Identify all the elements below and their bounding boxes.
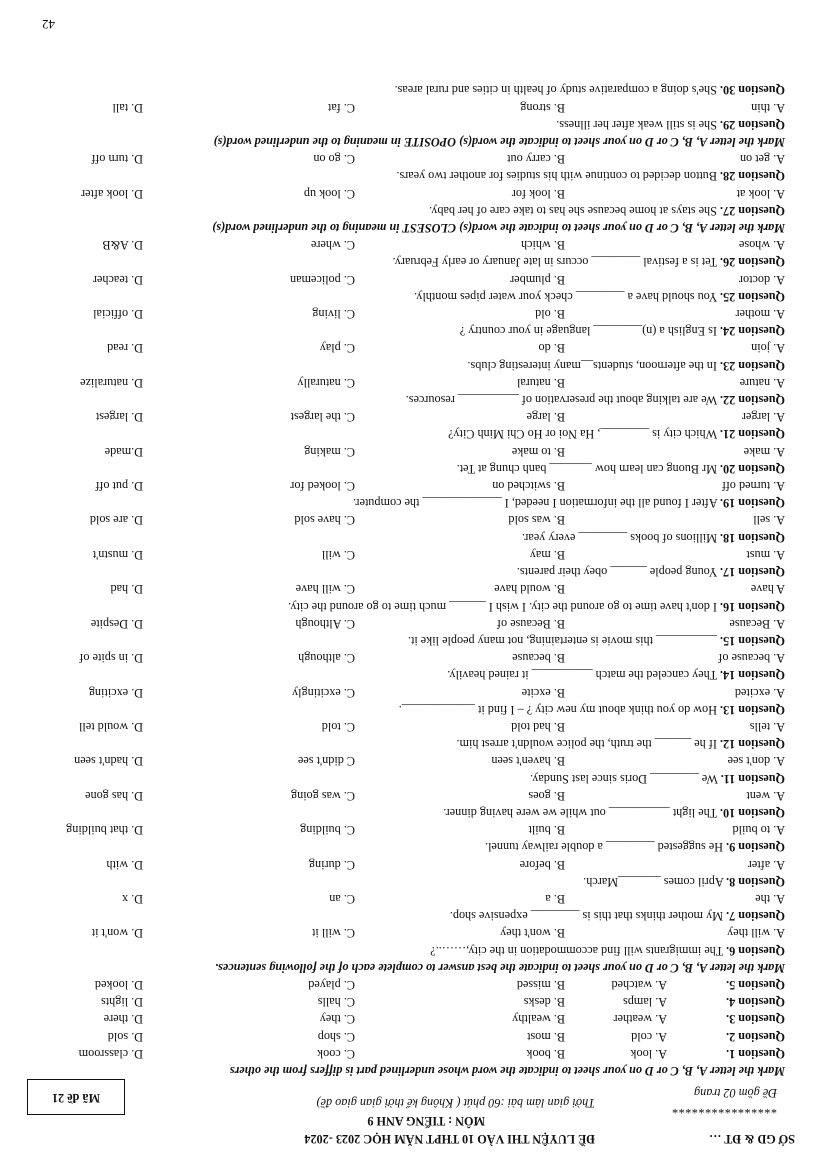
answer-options xyxy=(25,546,785,563)
question-number: Question 20. xyxy=(719,461,785,476)
answer-option-c[interactable]: C. will xyxy=(321,547,355,562)
answer-option-a[interactable]: A. will they xyxy=(727,926,785,941)
answer-option-a[interactable]: A. larger xyxy=(741,410,785,425)
answer-options xyxy=(25,1027,785,1044)
question-stem xyxy=(25,288,785,305)
question-text: He suggested ________ a double railway tunnel. xyxy=(485,840,724,855)
answer-options xyxy=(25,98,785,115)
department-name: SỞ GD & ĐT … xyxy=(709,1132,795,1146)
answer-option-b[interactable]: B. goes xyxy=(528,788,565,803)
answer-option-c[interactable]: C. halls xyxy=(317,995,355,1010)
answer-option-d[interactable]: D. official xyxy=(93,307,143,322)
question-number: Question 22. xyxy=(719,393,785,408)
answer-option-a[interactable]: A. don't see xyxy=(727,754,785,769)
answer-options xyxy=(25,270,785,287)
question-text: They canceled the match __________ it rained heavily. xyxy=(447,668,718,683)
question-stem xyxy=(25,81,785,98)
answer-option-c[interactable]: C. the largest xyxy=(290,410,355,425)
question-stem xyxy=(25,632,785,649)
answer-option-a[interactable]: A. mother xyxy=(735,307,785,322)
answer-option-d[interactable]: D.made xyxy=(104,444,143,459)
question-stem xyxy=(25,804,785,821)
answer-option-a[interactable]: A. doctor xyxy=(738,272,785,287)
answer-option-b[interactable]: B. Because of xyxy=(496,616,565,631)
answer-option-d[interactable]: D. classroom xyxy=(78,1046,143,1061)
answer-option-c[interactable]: C. will it xyxy=(311,926,355,941)
answer-option-d[interactable]: D. read xyxy=(107,341,143,356)
question-stem xyxy=(25,838,785,855)
answer-option-c[interactable]: C. excitingly xyxy=(292,685,355,700)
answer-options xyxy=(25,890,785,907)
question-stem xyxy=(25,873,785,890)
answer-option-c[interactable]: C. living xyxy=(312,307,355,322)
answer-option-c[interactable]: C. where xyxy=(311,238,355,253)
question-stem xyxy=(25,202,785,219)
exam-code-box xyxy=(27,1079,125,1115)
answer-option-d[interactable]: D. exciting xyxy=(88,685,143,700)
answer-option-d[interactable]: D. has gone xyxy=(85,788,143,803)
answer-option-b[interactable]: B. missed xyxy=(516,977,565,992)
answer-option-a[interactable]: A. after xyxy=(747,857,785,872)
answer-option-b[interactable]: B. strong xyxy=(520,100,565,115)
answer-options xyxy=(25,236,785,253)
page-count-note: Đề gồm 02 trang xyxy=(694,1086,777,1100)
answer-options xyxy=(25,442,785,459)
question-stem xyxy=(25,494,785,511)
answer-options xyxy=(25,615,785,632)
question-text: The immigrants will find accommodation in the city,……..? xyxy=(430,943,724,958)
question-stem xyxy=(25,701,785,718)
question-text: Button decided to continue with his studies for another two years. xyxy=(396,169,717,184)
answer-option-a[interactable]: A. weather xyxy=(613,1012,667,1027)
question-number: Question 4. xyxy=(726,995,785,1010)
question-stem xyxy=(25,769,785,786)
answer-option-a[interactable]: A. tells xyxy=(749,719,785,734)
answer-option-d[interactable]: D. with xyxy=(106,857,143,872)
question-text: The light __________ out while we were having dinner. xyxy=(443,805,718,820)
answer-option-d[interactable]: D. in spite of xyxy=(79,651,143,666)
question-number: Question 13. xyxy=(719,702,785,717)
answer-option-a[interactable]: A. Because xyxy=(729,616,785,631)
answer-option-b[interactable]: B. switched on xyxy=(492,479,565,494)
question-number: Question 23. xyxy=(719,358,785,373)
answer-option-c[interactable]: C. during xyxy=(308,857,355,872)
answer-option-b[interactable]: B. won't they xyxy=(500,926,565,941)
question-number: Question 15. xyxy=(719,633,785,648)
question-stem xyxy=(25,529,785,546)
answer-option-c[interactable]: C. played xyxy=(308,977,355,992)
answer-options xyxy=(25,339,785,356)
answer-option-b[interactable]: B. which xyxy=(520,238,565,253)
question-number: Question 30. xyxy=(719,83,785,98)
answer-option-c[interactable]: C. an xyxy=(329,891,355,906)
question-stem xyxy=(25,356,785,373)
question-number: Question 1. xyxy=(726,1046,785,1061)
answer-option-b[interactable]: B. natural xyxy=(516,375,565,390)
answer-option-a[interactable]: A. lamps xyxy=(622,995,667,1010)
answer-option-a[interactable]: A. sell xyxy=(753,513,785,528)
section-instruction: Mark the letter A, B, C or D on your sheet to indicate the word(s) CLOSEST in meaning to the underlined word(s) xyxy=(212,221,785,236)
answer-option-c[interactable]: C. told xyxy=(321,719,355,734)
answer-option-b[interactable]: B. a xyxy=(545,891,565,906)
answer-option-d[interactable]: D. mustn't xyxy=(92,547,143,562)
answer-option-d[interactable]: D. put off xyxy=(95,479,143,494)
question-number: Question 9. xyxy=(726,840,785,855)
answer-option-a[interactable]: A. cold xyxy=(631,1029,667,1044)
question-number: Question 21. xyxy=(719,427,785,442)
answer-option-c[interactable]: C. will have xyxy=(295,582,355,597)
question-number: Question 27. xyxy=(719,203,785,218)
question-text: After I found all the information I needed, I _____________ the computer. xyxy=(353,496,718,511)
question-number: Question 3. xyxy=(726,1012,785,1027)
answer-option-b[interactable]: B. most xyxy=(527,1029,565,1044)
question-text: Which city is ________, Ha Noi or Ho Chi Minh City? xyxy=(448,427,718,442)
answer-option-a[interactable]: A. join xyxy=(751,341,785,356)
question-number: Question 8. xyxy=(726,874,785,889)
question-stem xyxy=(25,253,785,270)
question-text: Is English a (n)________ language in your country ? xyxy=(459,324,717,339)
answer-option-d[interactable]: D. naturalize xyxy=(80,375,143,390)
question-number: Question 28. xyxy=(719,169,785,184)
answer-option-c[interactable]: C. Although xyxy=(295,616,355,631)
answer-options xyxy=(25,1010,785,1027)
question-number: Question 14. xyxy=(719,668,785,683)
decorative-stars: **************** xyxy=(671,1102,777,1116)
answer-option-b[interactable]: B. to make xyxy=(511,444,565,459)
answer-option-a[interactable]: A. look at xyxy=(736,186,785,201)
header-row xyxy=(40,1129,795,1147)
answer-options xyxy=(25,718,785,735)
answer-options xyxy=(25,821,785,838)
question-number: Question 6. xyxy=(726,943,785,958)
answer-option-d[interactable]: D. tall xyxy=(112,100,143,115)
question-number: Question 25. xyxy=(719,289,785,304)
question-stem xyxy=(25,941,785,958)
exam-subject: MÔN : TIẾNG ANH 9 xyxy=(367,1114,485,1128)
answer-option-b[interactable]: B. old xyxy=(535,307,565,322)
answer-option-d[interactable]: D. hadn't seen xyxy=(74,754,143,769)
answer-option-d[interactable]: D. are sold xyxy=(89,513,143,528)
question-text: Mr Buong can learn how _______ banh chung at Tet. xyxy=(456,461,717,476)
answer-option-b[interactable]: B. may xyxy=(529,547,565,562)
question-number: Question 7. xyxy=(726,909,785,924)
section-instruction: Mark the letter A, B, C or D on your sheet to indicate the word whose underlined part is differs from the others xyxy=(229,1064,785,1078)
answer-options xyxy=(25,580,785,597)
question-text: I don't have time to go around the city. I wish I ______ much time to go around the city. xyxy=(288,599,717,614)
answer-option-c[interactable]: C. have sold xyxy=(294,513,355,528)
answer-options xyxy=(25,976,785,993)
answer-options xyxy=(25,752,785,769)
answer-option-b[interactable]: B. haven't seen xyxy=(491,754,565,769)
answer-options xyxy=(25,924,785,941)
section-instruction: Mark the letter A, B, C or D on your sheet to indicate the best answer to complete each of the following sentences. xyxy=(215,960,785,975)
question-number: Question 29. xyxy=(719,117,785,132)
question-text: We are talking about the preservation of __________ resources. xyxy=(405,393,718,408)
question-text: Young people ______ obey their parents. xyxy=(516,565,718,580)
answer-option-a[interactable]: A. went xyxy=(746,788,785,803)
answer-option-a[interactable]: A. make xyxy=(743,444,785,459)
answer-option-c[interactable]: C. policeman xyxy=(290,272,355,287)
question-text: She stays at home because she has to take care of her baby. xyxy=(429,203,717,218)
question-stem xyxy=(25,425,785,442)
answer-option-a[interactable]: A. look xyxy=(630,1046,667,1061)
answer-option-c[interactable]: C. look up xyxy=(303,186,355,201)
answer-options xyxy=(25,787,785,804)
answer-option-b[interactable]: B. had told xyxy=(511,719,565,734)
answer-options xyxy=(25,993,785,1010)
question-text: We ________ Doris since last Sunday. xyxy=(530,771,718,786)
answer-option-c[interactable]: C. was going xyxy=(291,788,355,803)
question-text: You should have a ________ check your water pipes monthly. xyxy=(414,289,718,304)
question-text: Tet is a festival ________ occurs in late January or early February. xyxy=(392,255,718,270)
question-stem xyxy=(25,460,785,477)
answer-option-c[interactable]: C didn't see xyxy=(297,754,355,769)
question-number: Question 2. xyxy=(726,1029,785,1044)
questions-container xyxy=(25,81,785,1079)
question-stem xyxy=(25,907,785,924)
answer-options xyxy=(25,184,785,201)
question-number: Question 18. xyxy=(719,530,785,545)
answer-option-b[interactable]: B. large xyxy=(526,410,565,425)
question-stem xyxy=(25,735,785,752)
question-text: Millions of books ________ every year. xyxy=(521,530,717,545)
answer-options xyxy=(25,1045,785,1062)
question-number: Question 11. xyxy=(720,771,785,786)
answer-option-d[interactable]: D. had xyxy=(110,582,143,597)
answer-option-c[interactable]: C. go on xyxy=(313,152,355,167)
answer-option-d[interactable]: D. that building xyxy=(66,823,143,838)
question-text: If he ______ the truth, the police wouldn't arrest him. xyxy=(456,737,717,752)
question-text: In the afternoon, students__many interesting clubs. xyxy=(467,358,717,373)
answer-options xyxy=(25,477,785,494)
answer-option-c[interactable]: C. fat xyxy=(327,100,355,115)
answer-option-c[interactable]: C. naturally xyxy=(297,375,355,390)
answer-option-c[interactable]: C. play xyxy=(319,341,355,356)
answer-option-d[interactable]: D. look after xyxy=(81,186,143,201)
answer-option-b[interactable]: B. would have xyxy=(494,582,565,597)
question-stem xyxy=(25,563,785,580)
answer-option-a[interactable]: A. thin xyxy=(751,100,785,115)
answer-option-b[interactable]: B. do xyxy=(538,341,565,356)
question-stem xyxy=(25,666,785,683)
question-stem xyxy=(25,597,785,614)
question-stem xyxy=(25,391,785,408)
answer-option-c[interactable]: C. cook xyxy=(317,1046,355,1061)
answer-option-b[interactable]: B. book xyxy=(526,1046,565,1061)
answer-options xyxy=(25,683,785,700)
answer-option-a[interactable]: A. nature xyxy=(739,375,785,390)
question-stem xyxy=(25,322,785,339)
question-text: How do you think about my new city ? – I find it ____________. xyxy=(398,702,717,717)
answer-option-d[interactable]: D. Despite xyxy=(90,616,143,631)
answer-option-a[interactable]: A. excited xyxy=(734,685,785,700)
answer-option-b[interactable]: B. built xyxy=(528,823,565,838)
answer-option-c[interactable]: C. looked for xyxy=(290,479,355,494)
answer-option-d[interactable]: D. looked xyxy=(94,977,143,992)
answer-option-d[interactable]: D. won't it xyxy=(91,926,143,941)
answer-option-b[interactable]: B. desks xyxy=(523,995,565,1010)
question-number: Question 26. xyxy=(719,255,785,270)
page-number: 42 xyxy=(42,17,55,32)
answer-option-b[interactable]: B. excite xyxy=(521,685,565,700)
answer-option-c[interactable]: C. shop xyxy=(317,1029,355,1044)
answer-option-a[interactable]: A. turned off xyxy=(721,479,785,494)
time-allowed-note: Thời gian làm bài :60 phút ( Không kể thời gian giao đề) xyxy=(316,1096,595,1110)
question-stem xyxy=(25,167,785,184)
answer-option-d[interactable]: D. there xyxy=(103,1012,143,1027)
answer-option-b[interactable]: B. plumber xyxy=(510,272,565,287)
answer-option-c[interactable]: C. building xyxy=(300,823,355,838)
answer-options xyxy=(25,150,785,167)
section-instruction: Mark the letter A, B, C or D on your sheet to indicate the word(s) OPOSITE in meaning to the underlined word(s) xyxy=(213,135,785,150)
answer-option-b[interactable]: B. carry out xyxy=(507,152,565,167)
answer-option-d[interactable]: D. largest xyxy=(95,410,143,425)
answer-option-a[interactable]: A. watched xyxy=(611,977,667,992)
answer-option-b[interactable]: B. look for xyxy=(511,186,565,201)
answer-option-d[interactable]: D. would tell xyxy=(79,719,143,734)
answer-option-c[interactable]: C. they xyxy=(319,1012,355,1027)
answer-option-c[interactable]: C. although xyxy=(298,651,355,666)
question-number: Question 17. xyxy=(719,565,785,580)
exam-code: Mã đề 21 xyxy=(51,1090,101,1105)
answer-option-d[interactable]: D. sold xyxy=(107,1029,143,1044)
answer-options xyxy=(25,855,785,872)
question-number: Question 16. xyxy=(719,599,785,614)
answer-option-a[interactable]: A. must xyxy=(746,547,785,562)
answer-option-b[interactable]: B. was sold xyxy=(508,513,565,528)
answer-option-a[interactable]: A. whose xyxy=(738,238,785,253)
question-number: Question 12. xyxy=(719,737,785,752)
question-number: Question 19. xyxy=(719,496,785,511)
answer-option-d[interactable]: D. lights xyxy=(101,995,143,1010)
answer-options xyxy=(25,511,785,528)
answer-option-d[interactable]: D. A&B xyxy=(102,238,143,253)
question-text: She's doing a comparative study of health in cities and rural areas. xyxy=(394,83,717,98)
answer-option-a[interactable]: A. get on xyxy=(739,152,785,167)
question-text: April comes _______March. xyxy=(583,874,724,889)
question-number: Question 10. xyxy=(719,805,785,820)
answer-option-b[interactable]: B. before xyxy=(519,857,565,872)
answer-option-d[interactable]: D. teacher xyxy=(92,272,143,287)
answer-option-a[interactable]: A have xyxy=(750,582,785,597)
answer-option-b[interactable]: B. because xyxy=(512,651,565,666)
answer-options xyxy=(25,408,785,425)
answer-option-a[interactable]: A. the xyxy=(755,891,785,906)
answer-option-a[interactable]: A. because of xyxy=(718,651,785,666)
question-number: Question 5. xyxy=(726,977,785,992)
answer-option-c[interactable]: C. making xyxy=(304,444,355,459)
answer-option-b[interactable]: B. wealthy xyxy=(512,1012,565,1027)
answer-option-d[interactable]: D. turn off xyxy=(91,152,143,167)
exam-title: ĐỀ LUYỆN THI VÀO 10 THPT NĂM HỌC 2023 -2024 xyxy=(304,1132,595,1146)
question-number: Question 24. xyxy=(719,324,785,339)
question-text: My mother thinks that this is ________ expensive shop. xyxy=(449,909,724,924)
question-text: She is still weak after her illness. xyxy=(556,117,717,132)
question-stem xyxy=(25,116,785,133)
answer-options xyxy=(25,649,785,666)
answer-option-d[interactable]: D. x xyxy=(122,891,143,906)
question-text: __________ this movie is entertaining, not many people like it. xyxy=(407,633,717,648)
answer-options xyxy=(25,305,785,322)
answer-option-a[interactable]: A. to build xyxy=(732,823,785,838)
answer-options xyxy=(25,374,785,391)
